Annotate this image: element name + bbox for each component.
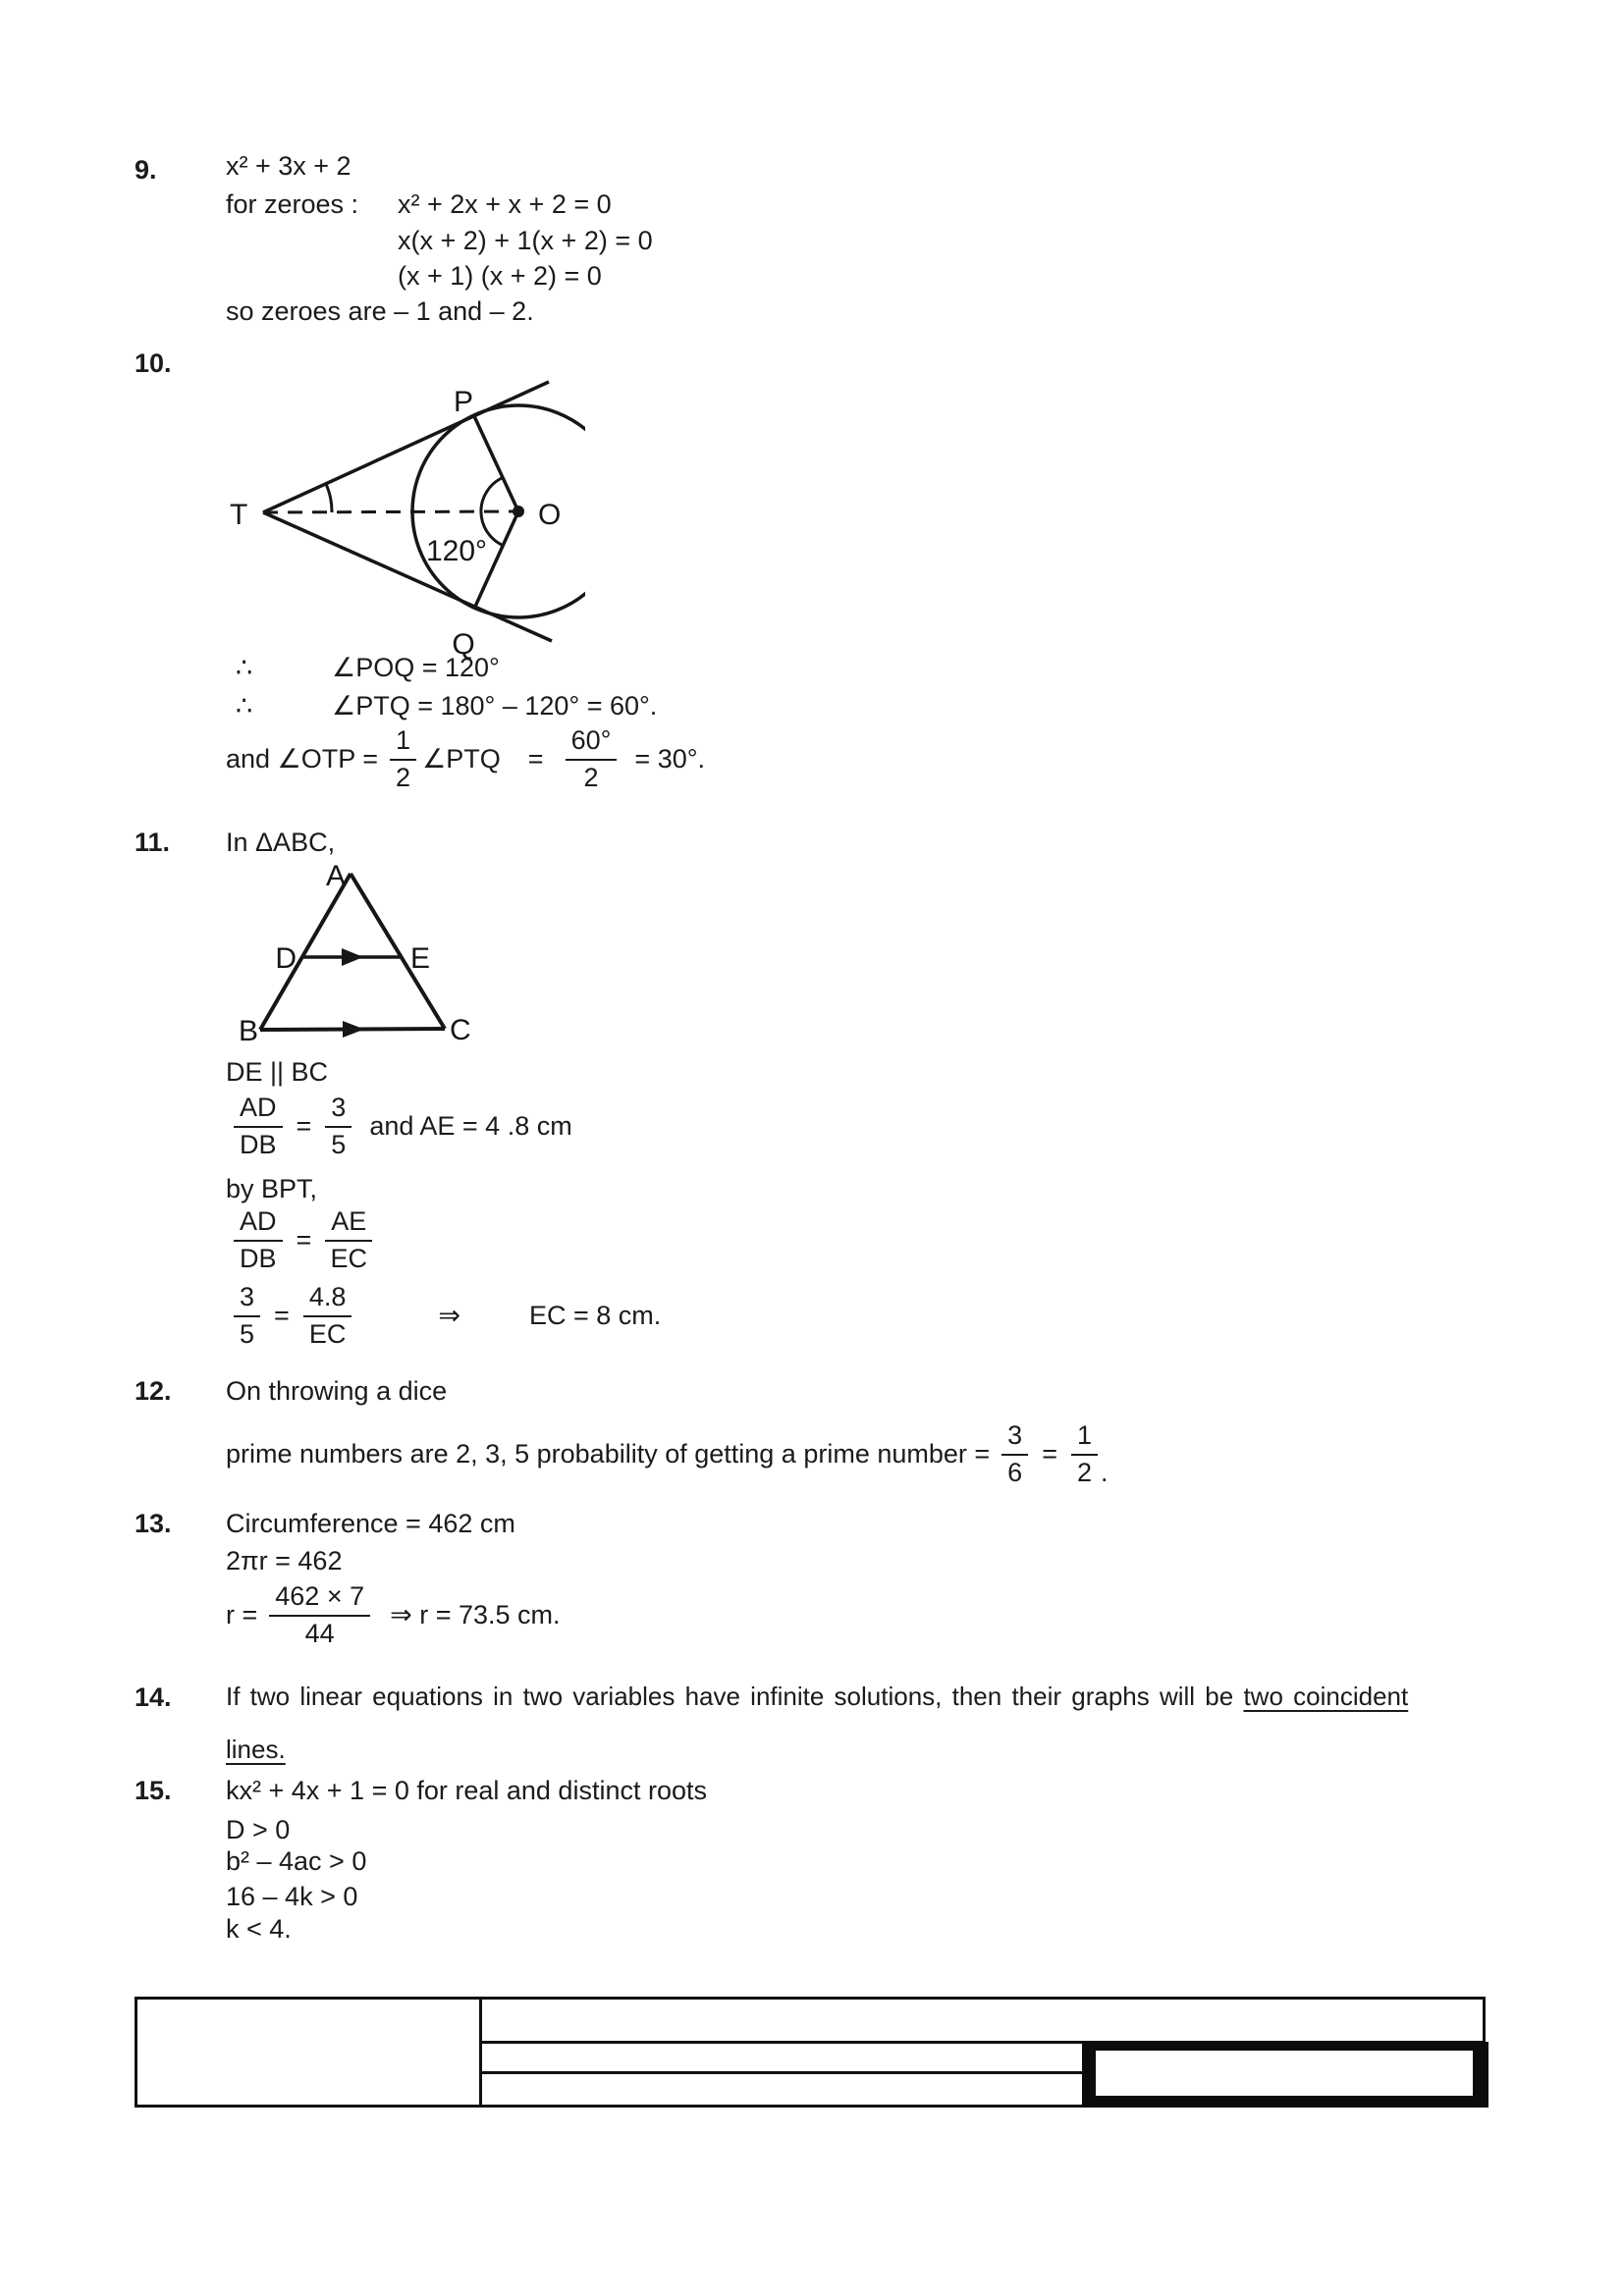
item10-line3-mid: ∠PTQ — [422, 743, 501, 774]
fraction-462x7-44: $\frac{462 \times 7}{44}$ — [269, 1583, 370, 1647]
footer-black-frame — [1082, 2042, 1488, 2108]
item11-parallel-statement: DE || BC — [226, 1057, 329, 1087]
item12-probability-line — [226, 1419, 1109, 1488]
item10-number: 10. — [135, 348, 172, 378]
item15-line1: kx² + 4x + 1 = 0 for real and distinct roots — [226, 1776, 707, 1805]
item10-therefore-2: ∴ — [236, 691, 253, 721]
item14-line1-underlined: two coincident — [1243, 1682, 1409, 1711]
item9-expression: x² + 3x + 2 — [226, 151, 352, 181]
item13-line2: 2πr = 462 — [226, 1546, 343, 1575]
item12-line1: On throwing a dice — [226, 1376, 448, 1406]
fraction-48-EC: $\frac{4.8}{EC}$ — [303, 1284, 352, 1348]
item10-line3-suffix: = 30°. — [634, 743, 706, 774]
item10-line1: ∠POQ = 120° — [332, 653, 500, 682]
footer-table-vertical-divider — [479, 1997, 482, 2108]
center-dot — [513, 506, 524, 517]
label-P: P — [453, 386, 474, 418]
fraction-one-half: $\frac{1}{2}$ — [390, 727, 416, 791]
fraction-60-over-2: $\frac{60^\circ}{2}$ — [566, 727, 618, 791]
label-C: C — [450, 1014, 471, 1046]
item11-result: EC = 8 cm. — [528, 1300, 662, 1330]
label-E: E — [410, 942, 431, 975]
item13-result: ⇒ r = 73.5 cm. — [390, 1599, 561, 1629]
item11-ratio-line — [234, 1092, 572, 1160]
item11-intro: In ΔABC, — [226, 828, 336, 857]
item11-bpt-label: by BPT, — [226, 1174, 318, 1203]
item12-line2-eq: = — [1042, 1438, 1057, 1468]
item13-radius-line — [226, 1580, 561, 1649]
footer-black-frame-inner — [1096, 2051, 1473, 2096]
item12-period: . — [1101, 1458, 1109, 1487]
arrow-DE — [342, 948, 363, 966]
item9-equation-2: x(x + 2) + 1(x + 2) = 0 — [398, 226, 653, 255]
item13-prefix: r = — [226, 1599, 258, 1629]
item11-row1-tail: and AE = 4 .8 cm — [369, 1110, 572, 1141]
item10-line3-eq: = — [527, 743, 544, 774]
item11-row3-eq: = — [274, 1300, 290, 1330]
item14-line2-underlined: lines. — [226, 1735, 286, 1764]
item9-conclusion: so zeroes are – 1 and – 2. — [226, 296, 534, 326]
implies-arrow: ⇒ — [438, 1300, 460, 1330]
item10-line3 — [226, 726, 705, 791]
label-D: D — [275, 942, 297, 975]
item11-solve-line — [234, 1281, 661, 1350]
item14-line2 — [226, 1735, 286, 1765]
label-B: B — [239, 1015, 259, 1047]
tangent-line-upper — [263, 382, 549, 512]
item9-equation-1: x² + 2x + x + 2 = 0 — [398, 189, 612, 219]
item14-line1 — [226, 1682, 1408, 1712]
fraction-AD-DB: $\frac{AD}{DB}$ — [234, 1095, 283, 1158]
fraction-3-5: $\frac{3}{5}$ — [325, 1095, 352, 1158]
item12-line2-text: prime numbers are 2, 3, 5 probability of getting a prime number = — [226, 1438, 991, 1468]
item14-line1-normal: If two linear equations in two variables have infinite solutions, then their graphs will be — [226, 1682, 1244, 1711]
item11-row1-eq: = — [296, 1110, 312, 1141]
label-A: A — [325, 860, 346, 892]
item9-number: 9. — [135, 155, 157, 185]
fraction-3-6: $\frac{3}{6}$ — [1001, 1422, 1028, 1486]
item15-line3: b² – 4ac > 0 — [226, 1846, 367, 1876]
label-Q: Q — [452, 628, 475, 661]
triangle-bpt-diagram — [236, 846, 483, 1058]
item10-line3-prefix: and ∠OTP = — [226, 743, 379, 774]
radius-OP — [474, 416, 518, 511]
item9-for-zeroes-label: for zeroes : — [226, 189, 359, 219]
item10-line2: ∠PTQ = 180° – 120° = 60°. — [332, 691, 658, 721]
arrow-BC — [343, 1021, 364, 1038]
side-AC — [351, 874, 445, 1029]
item15-line4: 16 – 4k > 0 — [226, 1882, 358, 1911]
item11-bpt-equation — [234, 1205, 372, 1274]
item15-number: 15. — [135, 1776, 172, 1805]
footer-table-hline-2 — [482, 2071, 1084, 2074]
fraction-AE-EC: $\frac{AE}{EC}$ — [325, 1208, 372, 1272]
label-T: T — [230, 499, 248, 531]
circle-tangent-diagram — [228, 378, 585, 665]
item13-number: 13. — [135, 1509, 172, 1538]
fraction-1-2: $\frac{1}{2}$ — [1071, 1422, 1098, 1486]
item13-line1: Circumference = 462 cm — [226, 1509, 515, 1538]
side-AB — [260, 874, 351, 1030]
item11-row2-eq: = — [296, 1224, 312, 1255]
item9-equation-3: (x + 1) (x + 2) = 0 — [398, 261, 602, 291]
label-O: O — [538, 499, 562, 531]
angle-arc-T — [326, 484, 332, 512]
label-angle-120: 120° — [425, 535, 488, 567]
item10-therefore-1: ∴ — [236, 653, 253, 682]
item14-number: 14. — [135, 1682, 172, 1712]
item15-line5: k < 4. — [226, 1914, 292, 1944]
item15-line2: D > 0 — [226, 1815, 291, 1844]
item11-number: 11. — [135, 828, 171, 857]
fraction-AD-DB-2: $\frac{AD}{DB}$ — [234, 1208, 283, 1272]
item12-number: 12. — [135, 1376, 172, 1406]
fraction-3-5-2: $\frac{3}{5}$ — [234, 1284, 260, 1348]
